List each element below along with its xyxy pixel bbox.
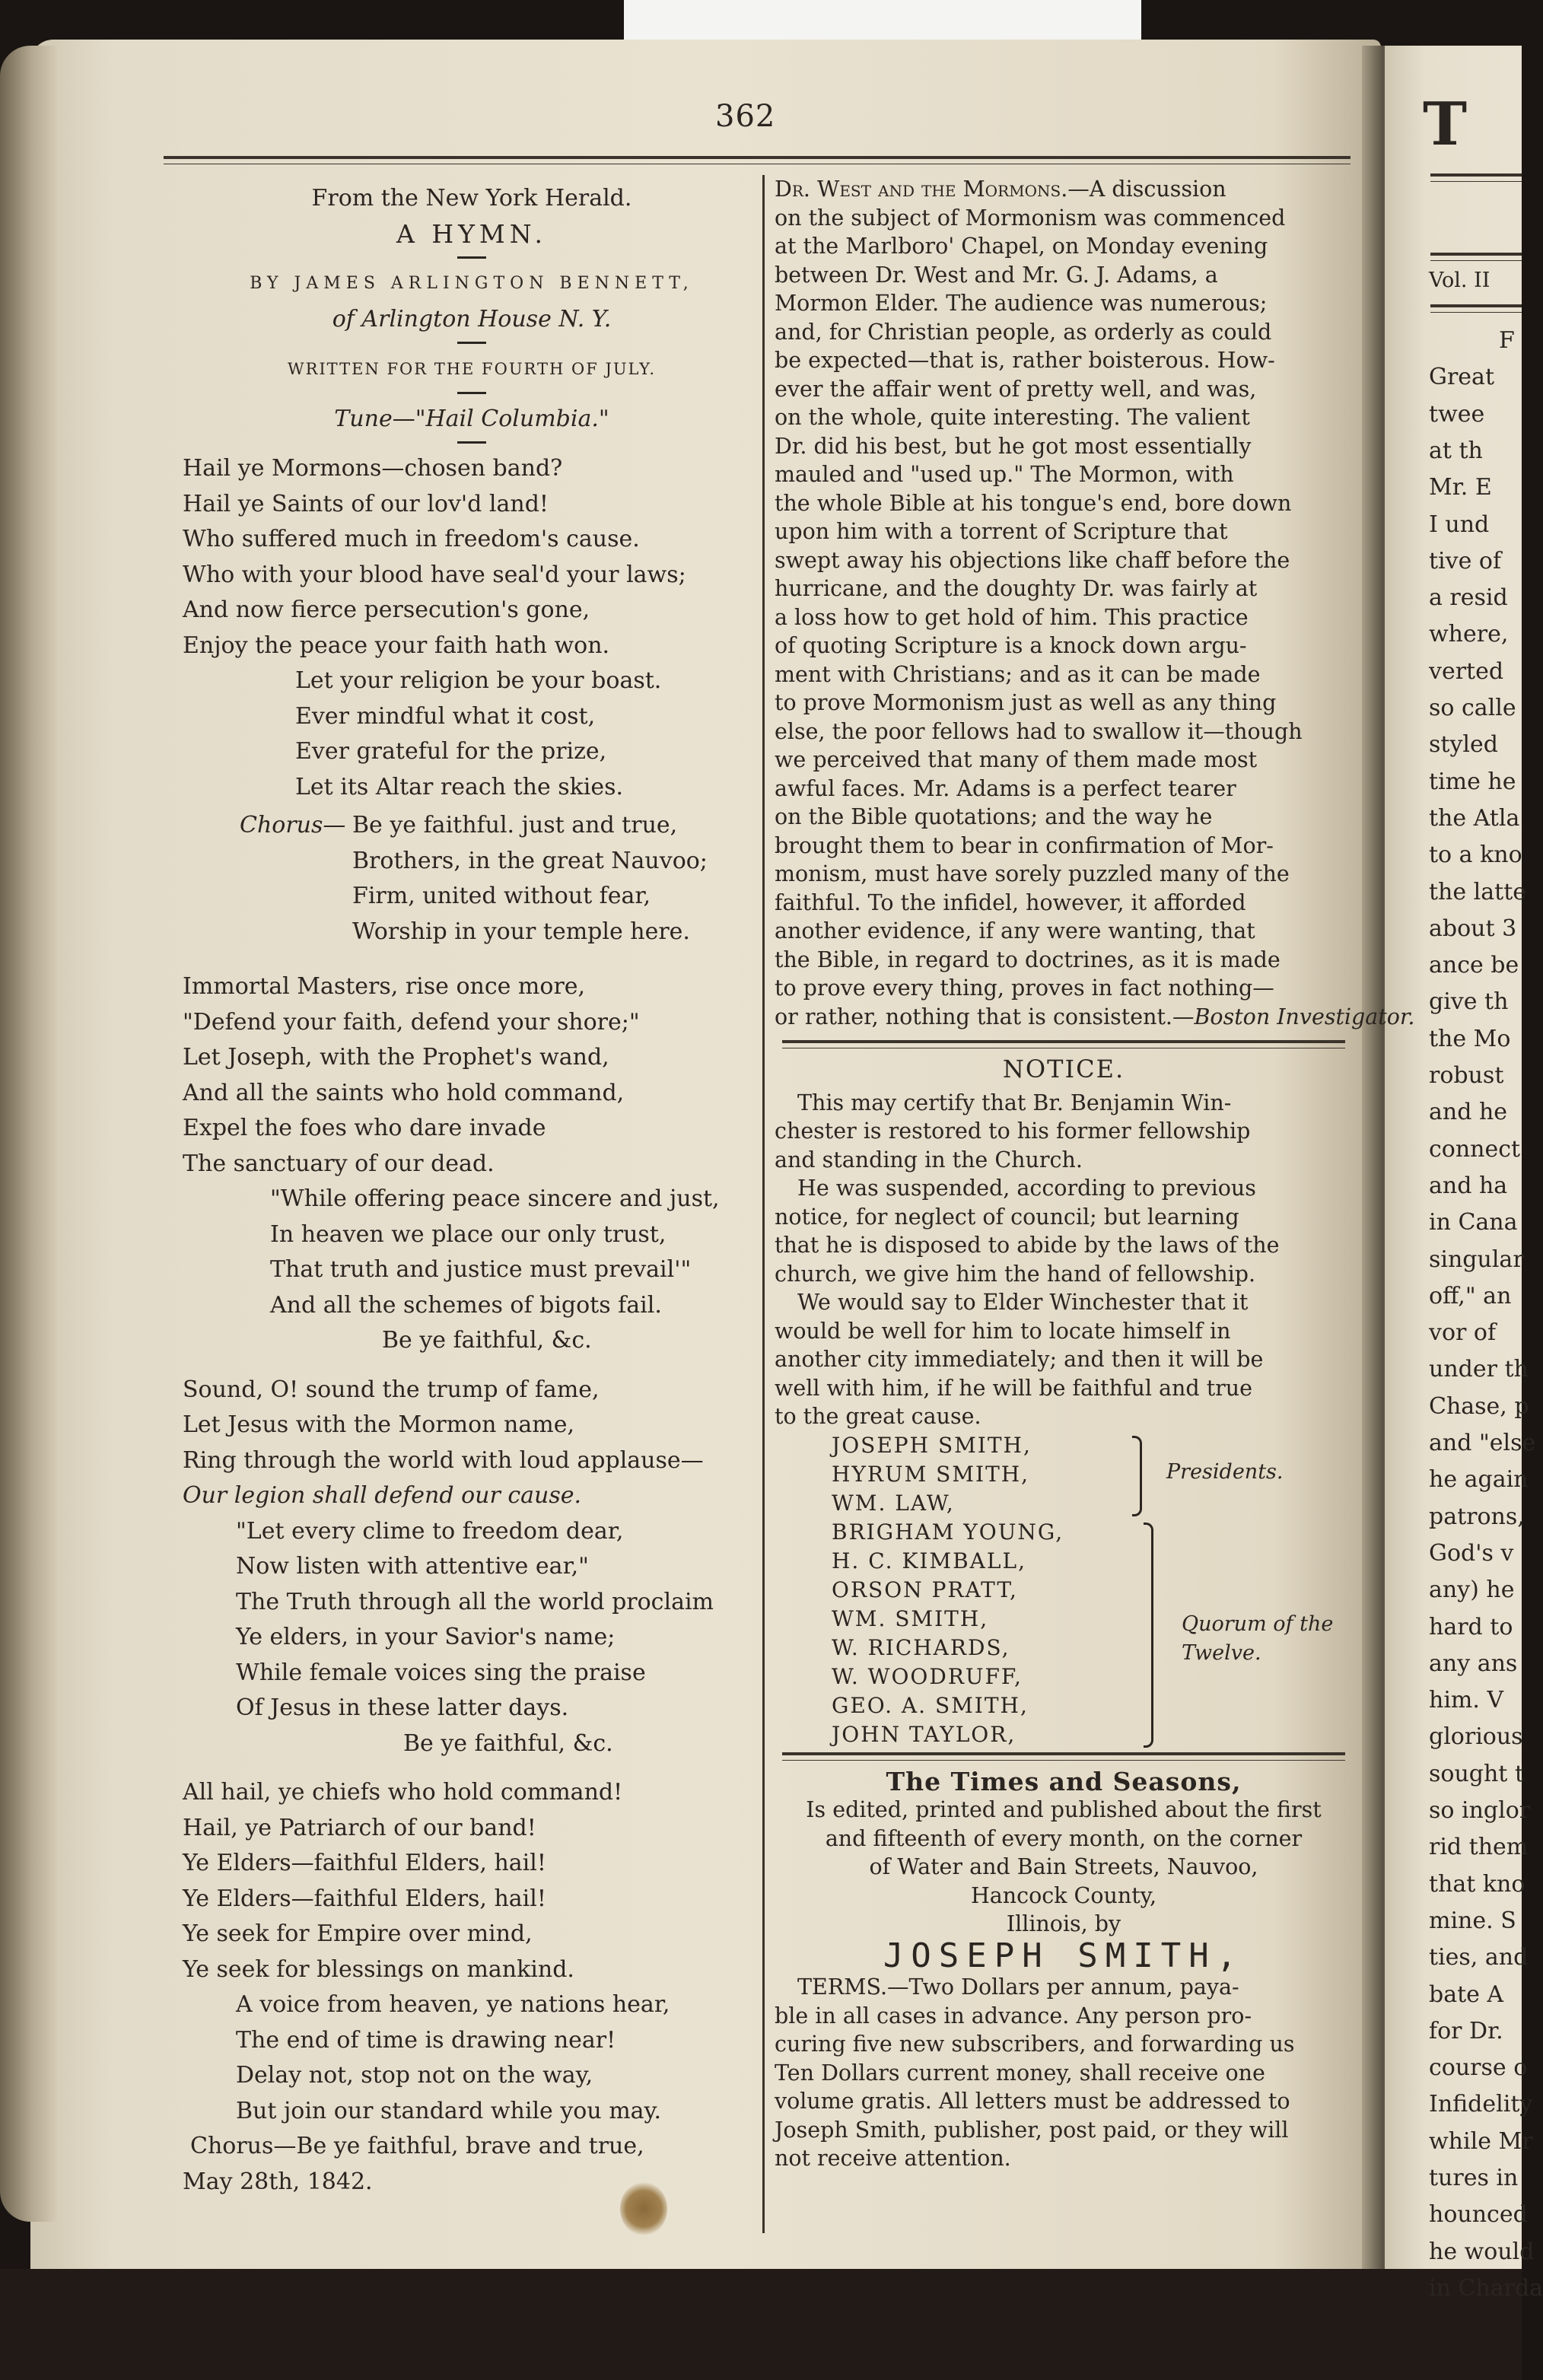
right-page-rule xyxy=(1430,173,1522,181)
notice-line: church, we give him the hand of fellowship. xyxy=(775,1261,1256,1287)
hymn-title: A HYMN. xyxy=(396,218,547,249)
quorum-brace xyxy=(1144,1522,1153,1748)
article-line: awful faces. Mr. Adams is a perfect tearer xyxy=(775,775,1236,801)
right-page-line: patrons, xyxy=(1429,1503,1525,1530)
right-page-rule xyxy=(1430,253,1522,260)
article-line: Mormon Elder. The audience was numerous; xyxy=(775,291,1268,316)
right-page-line: glorious xyxy=(1429,1723,1523,1751)
divider-dash xyxy=(457,392,486,394)
hymn-byline: BY JAMES ARLINGTON BENNETT, xyxy=(250,274,694,293)
notice-line: notice, for neglect of council; but learning xyxy=(775,1204,1239,1230)
right-page-line: him. V xyxy=(1429,1687,1504,1714)
masthead xyxy=(775,1768,1353,2173)
right-page-line: and "else xyxy=(1429,1430,1536,1456)
right-page-line: I und xyxy=(1429,511,1490,538)
terms-line: volume gratis. All letters must be addressed to xyxy=(775,2089,1290,2114)
verse-line: Ye elders, in your Savior's name; xyxy=(236,1624,616,1650)
article-line: swept away his objections like chaff before the xyxy=(775,547,1290,573)
right-page-line: vor of xyxy=(1429,1319,1497,1347)
right-page-line: so inglor xyxy=(1429,1797,1531,1824)
article-line: on the subject of Mormonism was commenced xyxy=(775,205,1286,231)
verse-line: Ever mindful what it cost, xyxy=(295,702,596,730)
article-line: on the Bible quotations; and the way he xyxy=(775,804,1213,829)
terms-line: ble in all cases in advance. Any person pro- xyxy=(775,2003,1252,2028)
verse-line: Ye seek for blessings on mankind. xyxy=(183,1955,574,1983)
verse-line: Hail ye Saints of our lov'd land! xyxy=(183,490,549,517)
right-page-line: under th xyxy=(1429,1356,1529,1383)
masthead-line: Hancock County, xyxy=(970,1882,1157,1908)
right-page-rule xyxy=(1430,304,1522,312)
article-line: to prove Mormonism just as well as any thing xyxy=(775,690,1277,715)
article-line: we perceived that many of them made most xyxy=(775,747,1258,772)
article-line: of quoting Scripture is a knock down argu- xyxy=(775,633,1247,658)
verse-line: Enjoy the peace your faith hath won. xyxy=(183,632,610,659)
right-page-line: Chase, p xyxy=(1429,1392,1529,1420)
right-page-line: the Atla xyxy=(1429,804,1520,832)
right-page-line: course o xyxy=(1429,2054,1528,2082)
verse-line: The sanctuary of our dead. xyxy=(183,1150,495,1177)
right-page-line: connect xyxy=(1429,1135,1521,1163)
article-line: mauled and "used up." The Mormon, with xyxy=(775,462,1234,487)
verse-line: Of Jesus in these latter days. xyxy=(236,1694,569,1721)
right-page-line: time he xyxy=(1429,768,1516,795)
right-page-line: ance be xyxy=(1429,952,1519,979)
verse-line: Now listen with attentive ear," xyxy=(236,1553,589,1580)
notice-line: chester is restored to his former fellowship xyxy=(775,1118,1251,1144)
article-source: —Boston Investigator. xyxy=(1172,1004,1415,1029)
right-column xyxy=(775,175,1415,2173)
signature-name: GEO. A. SMITH, xyxy=(832,1692,1029,1718)
signature-name: WM. SMITH, xyxy=(832,1605,989,1631)
right-page-line: Infidelity xyxy=(1429,2091,1533,2118)
article-line: the Bible, in regard to doctrines, as it is made xyxy=(775,947,1281,972)
right-page-line: give th xyxy=(1429,988,1509,1016)
notice-line: and standing in the Church. xyxy=(775,1147,1083,1172)
right-page-line: hounced xyxy=(1429,2201,1528,2229)
right-page-line: God's v xyxy=(1429,1539,1514,1567)
verse-line: A voice from heaven, ye nations hear, xyxy=(236,1991,670,2018)
right-page-line: so calle xyxy=(1429,695,1516,721)
signature-name: WM. LAW, xyxy=(832,1490,955,1516)
verse-line: Ye Elders—faithful Elders, hail! xyxy=(183,1885,546,1912)
hymn-tune: Tune—"Hail Columbia." xyxy=(334,405,609,432)
notice-line: to the great cause. xyxy=(775,1404,981,1429)
article-line: to prove every thing, proves in fact nothing— xyxy=(775,975,1274,1001)
right-page-line: the Mo xyxy=(1429,1025,1511,1052)
section-rule xyxy=(782,1752,1345,1758)
page-number: 362 xyxy=(715,99,776,134)
verse-line: While female voices sing the praise xyxy=(236,1659,646,1686)
right-page-line: in Cana xyxy=(1429,1209,1518,1236)
ink-stain xyxy=(620,2182,667,2235)
right-page-line: off," an xyxy=(1429,1282,1512,1309)
presidents-brace xyxy=(1132,1436,1142,1516)
right-page-line: any) he xyxy=(1429,1577,1515,1604)
verse-line: Let Jesus with the Mormon name, xyxy=(183,1411,574,1438)
terms-line: Joseph Smith, publisher, post paid, or they will xyxy=(775,2117,1289,2143)
hymn-place: of Arlington House N. Y. xyxy=(332,305,612,332)
right-page-line: a resid xyxy=(1429,584,1508,612)
article-line: else, the poor fellows had to swallow it—though xyxy=(775,718,1303,744)
notice xyxy=(775,1055,1353,1751)
notice-title: NOTICE. xyxy=(1002,1055,1125,1083)
verse-line: Who with your blood have seal'd your laws; xyxy=(183,561,686,588)
verse-line: And all the schemes of bigots fail. xyxy=(270,1291,662,1319)
notice-line: that he is disposed to abide by the laws of the xyxy=(775,1233,1280,1258)
chorus-label: Chorus— xyxy=(240,812,346,838)
right-page-line: singular xyxy=(1429,1246,1524,1273)
right-page-line: while Mr xyxy=(1429,2127,1533,2155)
right-page-line: in Charda xyxy=(1429,2274,1543,2302)
right-page-line: F xyxy=(1499,327,1515,354)
verse-line: Our legion shall defend our cause. xyxy=(183,1482,582,1509)
stanza-3 xyxy=(183,1373,761,1762)
right-page-line: and he xyxy=(1429,1099,1508,1126)
right-page-line: hard to xyxy=(1429,1613,1513,1640)
article-line: a loss how to get hold of him. This practice xyxy=(775,604,1249,630)
stanza-2 xyxy=(183,969,761,1359)
right-page-line: sought t xyxy=(1429,1760,1524,1787)
notice-line: another city immediately; and then it will be xyxy=(775,1347,1264,1372)
divider-dash xyxy=(457,256,486,259)
verse-line: That truth and justice must prevail'" xyxy=(270,1256,692,1283)
signature-name: BRIGHAM YOUNG, xyxy=(832,1519,1064,1545)
page-edge xyxy=(0,46,59,2222)
right-page-line: verted xyxy=(1429,657,1504,685)
divider-dash xyxy=(457,441,486,444)
article-line: monism, must have sorely puzzled many of the xyxy=(775,861,1290,886)
article-line: upon him with a torrent of Scripture that xyxy=(775,519,1228,544)
verse-line: "Let every clime to freedom dear, xyxy=(236,1517,624,1545)
right-page-line: where, xyxy=(1429,621,1509,648)
verse-line: Let Joseph, with the Prophet's wand, xyxy=(183,1044,609,1071)
top-margin-strip xyxy=(624,0,1141,44)
right-page-line: rid them xyxy=(1429,1834,1529,1861)
verse-line: Ever grateful for the prize, xyxy=(295,738,607,765)
verse-line: Expel the foes who dare invade xyxy=(183,1115,546,1141)
right-page-line: about 3 xyxy=(1429,915,1517,942)
right-page-line: mine. S xyxy=(1429,1907,1516,1934)
right-page-line: for Dr. xyxy=(1429,2017,1503,2044)
right-page-line: tive of xyxy=(1429,547,1502,574)
verse-line: Sound, O! sound the trump of fame, xyxy=(183,1376,600,1403)
terms-line: curing five new subscribers, and forwarding us xyxy=(775,2032,1295,2057)
signature-name: JOHN TAYLOR, xyxy=(832,1721,1016,1747)
stanza-4 xyxy=(183,1775,761,2200)
right-page-line: bate A xyxy=(1429,1981,1504,2008)
article-line: ment with Christians; and as it can be made xyxy=(775,661,1261,687)
right-page-line: twee xyxy=(1429,400,1485,428)
right-page-line: he would xyxy=(1429,2238,1535,2265)
masthead-line: Illinois, by xyxy=(1006,1911,1121,1936)
notice-line: This may certify that Br. Benjamin Win- xyxy=(797,1090,1232,1115)
article-line: faithful. To the infidel, however, it afforded xyxy=(775,889,1246,915)
article-line: between Dr. West and Mr. G. J. Adams, a xyxy=(775,262,1218,288)
article-heading: Dr. West and the Mormons. xyxy=(775,177,1068,202)
signatures xyxy=(832,1431,1353,1751)
notice-line: We would say to Elder Winchester that it xyxy=(797,1290,1249,1315)
verse-line: Firm, united without fear, xyxy=(352,883,651,909)
article-line: hurricane, and the doughty Dr. was fairly at xyxy=(775,576,1258,601)
article-line: Dr. did his best, but he got most essentially xyxy=(775,433,1252,459)
quorum-label: Quorum of the Twelve. xyxy=(1182,1612,1334,1665)
terms-line: TERMS.—Two Dollars per annum, paya- xyxy=(797,1974,1239,2000)
signature-name: HYRUM SMITH, xyxy=(832,1461,1030,1487)
right-page-line: robust xyxy=(1429,1062,1504,1089)
hymn-date: May 28th, 1842. xyxy=(183,2168,373,2195)
right-page-title-letter: T xyxy=(1423,90,1469,159)
masthead-line: Is edited, printed and published about the first xyxy=(806,1797,1322,1822)
column-divider xyxy=(762,175,765,2233)
verse-line: And all the saints who hold command, xyxy=(183,1079,625,1106)
right-page-line: styled xyxy=(1429,731,1498,759)
right-page-line: at th xyxy=(1429,437,1483,464)
notice-line: well with him, if he will be faithful and true xyxy=(775,1375,1253,1401)
verse-line: Ye seek for Empire over mind, xyxy=(183,1920,533,1947)
refrain: Be ye faithful, &c. xyxy=(382,1327,592,1354)
verse-line: Who suffered much in freedom's cause. xyxy=(183,526,640,552)
verse-line: Be ye faithful. just and true, xyxy=(352,812,678,838)
article-line: the whole Bible at his tongue's end, bore down xyxy=(775,490,1292,516)
masthead-title: The Times and Seasons, xyxy=(886,1766,1242,1796)
notice-line: would be well for him to locate himself in xyxy=(775,1318,1231,1344)
verse-line: "Defend your faith, defend your shore;" xyxy=(183,1008,640,1036)
verse-line: Let your religion be your boast. xyxy=(295,667,662,694)
article-line: ever the affair went of pretty well, and was, xyxy=(775,376,1257,402)
bottom-background xyxy=(0,2269,1522,2380)
verse-line: Ring through the world with loud applause— xyxy=(183,1446,704,1474)
verse-line: And now fierce persecution's gone, xyxy=(183,597,590,623)
terms-line: Ten Dollars current money, shall receive one xyxy=(775,2060,1265,2086)
verse-line: Ye Elders—faithful Elders, hail! xyxy=(183,1850,546,1876)
verse-line: The Truth through all the world proclaim xyxy=(236,1588,714,1615)
header-rule xyxy=(164,156,1351,164)
signature-name: W. RICHARDS, xyxy=(832,1634,1010,1660)
verse-line: Worship in your temple here. xyxy=(352,918,690,945)
masthead-line: of Water and Bain Streets, Nauvoo, xyxy=(869,1854,1258,1879)
verse-line: But join our standard while you may. xyxy=(236,2097,662,2124)
signature-name: JOSEPH SMITH, xyxy=(832,1432,1032,1458)
right-page-line: he again xyxy=(1429,1466,1529,1494)
article-line: at the Marlboro' Chapel, on Monday evening xyxy=(775,234,1268,259)
notice-line: He was suspended, according to previous xyxy=(797,1176,1256,1201)
signature-name: ORSON PRATT, xyxy=(832,1577,1018,1602)
right-page-line: to a kno xyxy=(1429,842,1522,869)
right-page-line: Great xyxy=(1429,364,1495,391)
section-rule xyxy=(782,1040,1345,1046)
verse-line: All hail, ye chiefs who hold command! xyxy=(183,1779,623,1806)
verse-line: Hail ye Mormons—chosen band? xyxy=(183,455,563,482)
hymn-occasion: WRITTEN FOR THE FOURTH OF JULY. xyxy=(287,360,656,378)
article-line: be expected—that is, rather boisterous. How- xyxy=(775,348,1275,373)
verse-line: "While offering peace sincere and just, xyxy=(270,1185,720,1212)
masthead-line: and fifteenth of every month, on the corner xyxy=(825,1825,1303,1851)
article-line: brought them to bear in confirmation of Mor- xyxy=(775,832,1274,858)
verse-line: Let its Altar reach the skies. xyxy=(295,773,624,800)
article-line: —A discussion xyxy=(1067,177,1226,202)
right-page-line: that kno xyxy=(1429,1870,1526,1898)
publisher-name: JOSEPH SMITH, xyxy=(883,1936,1245,1975)
right-page-line: and ha xyxy=(1429,1172,1508,1199)
divider-dash xyxy=(457,342,486,344)
verse-line: Brothers, in the great Nauvoo; xyxy=(352,847,708,874)
article-line: or rather, nothing that is consistent. xyxy=(775,1004,1172,1029)
hymn-column xyxy=(183,181,761,2200)
article-line: on the whole, quite interesting. The valient xyxy=(775,405,1250,430)
right-page-volume: Vol. II xyxy=(1429,269,1491,292)
right-page-line: any ans xyxy=(1429,1650,1518,1677)
right-page-line: Mr. E xyxy=(1429,474,1492,501)
verse-line: Immortal Masters, rise once more, xyxy=(183,973,586,1000)
refrain: Be ye faithful, &c. xyxy=(403,1729,613,1757)
chorus xyxy=(183,808,761,950)
signature-name: W. WOODRUFF, xyxy=(832,1663,1023,1689)
presidents-label: Presidents. xyxy=(1166,1459,1284,1484)
right-page-line: tures in xyxy=(1429,2165,1519,2191)
article xyxy=(775,175,1415,1031)
verse-line: Hail, ye Patriarch of our band! xyxy=(183,1814,536,1841)
verse-line: The end of time is drawing near! xyxy=(236,2026,616,2054)
right-page-line: ties, and xyxy=(1429,1944,1529,1971)
verse-line: Delay not, stop not on the way, xyxy=(236,2062,593,2089)
signature-name: H. C. KIMBALL, xyxy=(832,1548,1026,1573)
verse-line: In heaven we place our only trust, xyxy=(270,1220,667,1248)
article-line: and, for Christian people, as orderly as could xyxy=(775,319,1272,345)
right-page-line: the latte xyxy=(1429,878,1527,905)
final-chorus: Chorus—Be ye faithful, brave and true, xyxy=(190,2133,644,2159)
hymn-source: From the New York Herald. xyxy=(311,185,632,212)
article-line: another evidence, if any were wanting, that xyxy=(775,918,1255,943)
terms-line: not receive attention. xyxy=(775,2146,1011,2171)
stanza-1 xyxy=(183,451,761,805)
